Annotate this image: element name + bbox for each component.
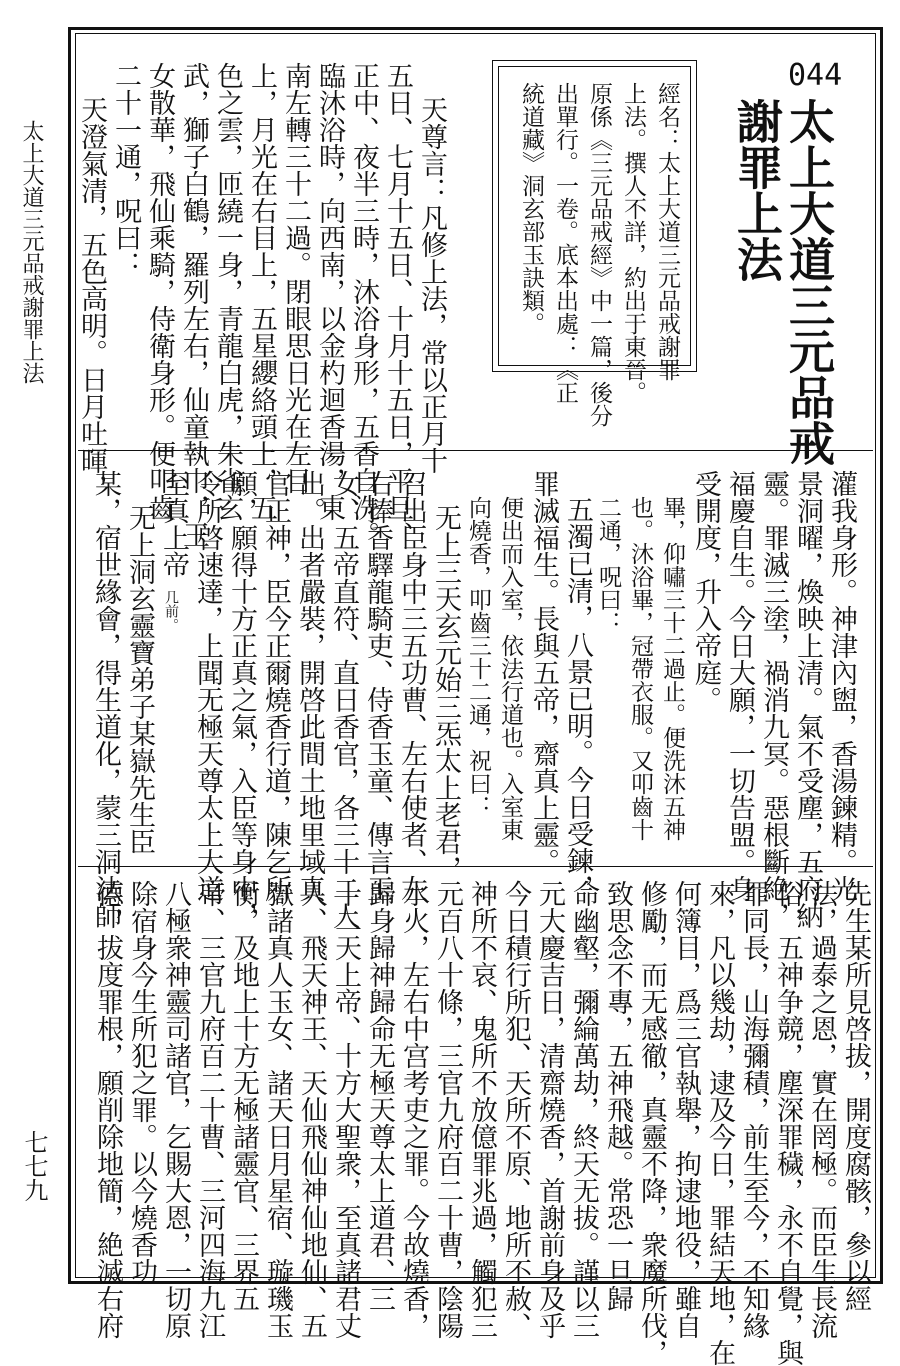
text-line: 十二天上帝、十方大聖衆，至真諸君丈 xyxy=(330,880,361,1339)
text-line: 罪同長，山海彌積，前生至今，不知緣 xyxy=(738,880,769,1339)
text-number: 044 xyxy=(788,58,843,93)
note-line: 也。沐浴畢，冠帶衣服。又叩齒十 xyxy=(627,496,653,841)
text-line: 法，過泰之恩，實在罔極。而臣生長流 xyxy=(806,880,837,1339)
text-line: 人、飛天神王、天仙飛仙神仙地仙、五 xyxy=(296,880,327,1339)
text-line: 衡，及地上十方无極諸靈官、三界五 xyxy=(228,880,259,1312)
text-line: 正中、夜半三時，沐浴身形，五香自洗。 xyxy=(348,62,379,548)
text-line: 帝、三官九府百二十曹、三河四海九江 xyxy=(194,880,225,1339)
small-note: 几前。 xyxy=(163,590,179,632)
text-line: 命幽壑，彌綸萬劫，終天无拔。謹以三 xyxy=(568,880,599,1339)
text-line: 女、五帝直符、直日香官，各三十二人 xyxy=(328,470,359,929)
note-line: 畢，仰嘯三十二過止。便洗沐五神 xyxy=(659,496,685,841)
side-title: 太上大道三元品戒謝罪上法 xyxy=(19,120,44,384)
text-line: 致思念不專，五神飛越。常恐一旦歸 xyxy=(602,880,633,1312)
text-line: 五濁已清，八景已明。今日受鍊， xyxy=(562,496,593,901)
text-line: 天澄氣清，五色高明。日月吐暉， xyxy=(76,96,107,501)
text-line: 水火，左右中宫考吏之罪。今故燒香， xyxy=(398,880,429,1339)
text-line: 南左轉三十二過。閉眼思日光在左目 xyxy=(280,62,311,494)
text-line: 色之雲，匝繞一身，青龍白虎，朱雀玄 xyxy=(212,62,243,521)
note-line: 便出而入室，依法行道也。入室東 xyxy=(497,496,523,841)
text-line: 某，宿世緣會，得生道化，蒙三洞法師 xyxy=(90,470,121,929)
text-line: 至真上帝 xyxy=(158,470,189,578)
text-line: 德，拔度罪根，願削除地簡，絶滅右府 xyxy=(92,880,123,1339)
text-line: 灌我身形。神津內盥，香湯鍊精。光 xyxy=(826,470,857,902)
text-line: 八極衆神靈司諸官，乞賜大恩，一切原 xyxy=(160,880,191,1339)
page-number: 七七九 xyxy=(20,1130,48,1202)
note-line: 上法。撰人不詳，約出于東晉。 xyxy=(620,82,646,404)
text-line: 臨沐浴時，向西南，以金杓迴香湯，東 xyxy=(314,62,345,521)
text-line: 令所啓速達，上聞无極天尊太上大道 xyxy=(192,470,223,902)
text-line: 罪滅福生。長與五帝，齋真上靈。 xyxy=(528,470,559,875)
text-line: 修勵，而无感徹，真靈不降，衆魔所伐， xyxy=(636,880,667,1366)
text-line: 何簿目，爲三官執舉，拘逮地役，雖自 xyxy=(670,880,701,1339)
text-line: 福慶自生。今日大願，一切告盟。身 xyxy=(724,470,755,902)
text-line: 景洞曜，煥映上清。氣不受塵，五府納 xyxy=(792,470,823,929)
text-line: 无上三天玄元始三炁太上老君， xyxy=(430,504,461,882)
text-line: 上，月光在右目上，五星纓絡頭上，五 xyxy=(246,62,277,521)
note-line: 經名：太上大道三元品戒謝罪 xyxy=(654,82,680,381)
text-line: 五日、七月十五日、十月十五日，平旦、 xyxy=(382,62,413,548)
note-line: 向燒香，叩齒三十二通，祝曰： xyxy=(465,496,491,818)
text-line: 歸身歸神歸命无極天尊太上道君、三 xyxy=(364,880,395,1312)
text-line: 神所不哀、鬼所不放億罪兆過，觸犯三 xyxy=(466,880,497,1339)
text-line: 女散華，飛仙乘騎，侍衛身形。便叩齒 xyxy=(144,62,175,521)
note-line: 統道藏》洞玄部玉訣類。 xyxy=(518,82,544,335)
text-line: 靈。罪滅三塗，禍消九冥。惡根斷絶， xyxy=(758,470,789,929)
text-line: 今日積行所犯、天所不原、地所不赦、 xyxy=(500,880,531,1339)
text-line: 來，凡以幾劫，逮及今日，罪結天地，在 xyxy=(704,880,735,1366)
text-line: 召出臣身中三五功曹、左右使者、左 xyxy=(396,470,427,902)
text-line: 无上洞玄靈寶弟子某嶽先生臣 xyxy=(124,504,155,855)
text-line: 嶽諸真人玉女、諸天日月星宿、璇璣玉 xyxy=(262,880,293,1339)
text-line: 官正神，臣今正爾燒香行道，陳乞所 xyxy=(260,470,291,902)
text-line: 俗，五神争競，塵深罪穢，永不自覺，與 xyxy=(772,880,803,1366)
note-line: 出單行。一卷。底本出處：《正 xyxy=(552,82,578,404)
text-line: 武，獅子白鶴，羅列左右，仙童執巾，玉 xyxy=(178,62,209,548)
text-line: 願，願得十方正真之氣，入臣等身中， xyxy=(226,470,257,929)
note-line: 原係《三元品戒經》中一篇，後分 xyxy=(586,82,612,427)
page-title-line-1: 太上大道三元品戒 xyxy=(782,98,836,466)
text-line: 先生某所見啓拔，開度腐骸，參以經 xyxy=(840,880,871,1312)
page-title-line-2: 謝罪上法 xyxy=(730,98,784,282)
text-line: 受開度，升入帝庭。 xyxy=(690,470,721,713)
text-line: 元大慶吉日，清齋燒香，首謝前身及乎 xyxy=(534,880,565,1339)
text-line: 除宿身今生所犯之罪。以今燒香功 xyxy=(126,880,157,1285)
text-line: 元百八十條，三官九府百二十曹，陰陽 xyxy=(432,880,463,1339)
text-line: 出。出者嚴裝，開啓此間土地里域真 xyxy=(294,470,325,902)
text-line: 二十一通，呪曰： xyxy=(110,62,141,278)
text-line: 天尊言：凡修上法，常以正月十 xyxy=(416,96,447,474)
note-line: 二通，呪曰： xyxy=(595,496,621,634)
text-line: 右捧香驛龍騎吏、侍香玉童、傳言玉 xyxy=(362,470,393,902)
